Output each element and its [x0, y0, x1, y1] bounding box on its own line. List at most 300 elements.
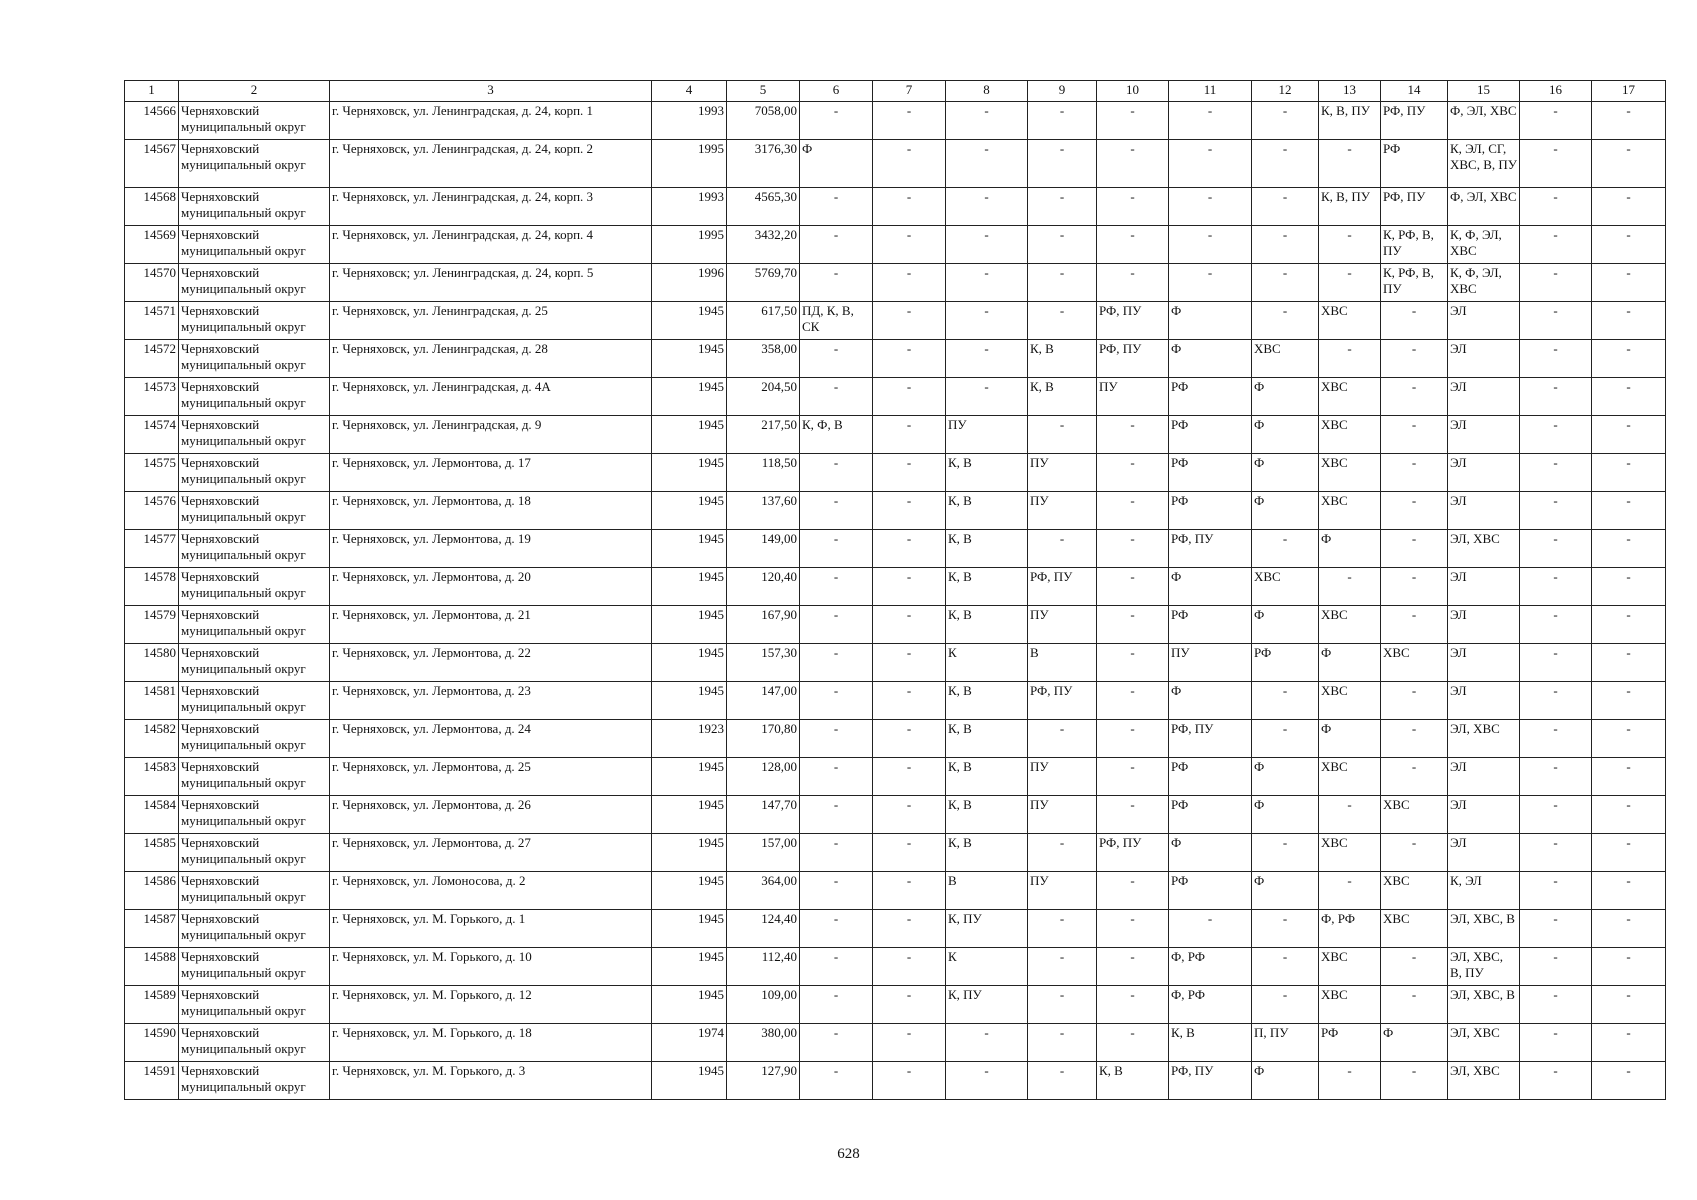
table-cell-col-6: К, Ф, В	[800, 416, 873, 454]
table-cell-col-2: Черняховский муниципальный округ	[179, 302, 330, 340]
table-cell-col-15: ЭЛ	[1448, 568, 1520, 606]
table-cell-col-7: -	[873, 682, 946, 720]
table-cell-col-13: Ф	[1319, 644, 1381, 682]
table-cell-col-15: ЭЛ	[1448, 340, 1520, 378]
table-cell-col-3: г. Черняховск, ул. Ленинградская, д. 24, корп. 1	[330, 102, 652, 140]
table-cell-col-11: -	[1169, 910, 1252, 948]
table-cell-col-11: Ф, РФ	[1169, 986, 1252, 1024]
table-cell-col-13: РФ	[1319, 1024, 1381, 1062]
table-cell-col-3: г. Черняховск, ул. Ломоносова, д. 2	[330, 872, 652, 910]
table-cell-col-17: -	[1592, 986, 1666, 1024]
table-cell-col-4: 1945	[652, 378, 727, 416]
table-cell-col-15: ЭЛ, ХВС, В, ПУ	[1448, 948, 1520, 986]
table-cell-col-17: -	[1592, 568, 1666, 606]
table-cell-col-3: г. Черняховск, ул. Ленинградская, д. 4А	[330, 378, 652, 416]
table-row	[125, 102, 1666, 140]
table-cell-col-11: Ф	[1169, 568, 1252, 606]
table-cell-col-14: К, РФ, В, ПУ	[1381, 226, 1448, 264]
table-cell-col-2: Черняховский муниципальный округ	[179, 910, 330, 948]
table-cell-col-12: Ф	[1252, 492, 1319, 530]
table-cell-col-13: ХВС	[1319, 682, 1381, 720]
table-cell-col-10: -	[1097, 140, 1169, 188]
table-row	[125, 140, 1666, 188]
table-cell-col-13: ХВС	[1319, 606, 1381, 644]
table-cell-col-8: -	[946, 1062, 1028, 1100]
table-cell-col-1: 14577	[125, 530, 179, 568]
table-cell-col-8: К, В	[946, 454, 1028, 492]
table-cell-col-2: Черняховский муниципальный округ	[179, 606, 330, 644]
table-cell-col-3: г. Черняховск, ул. М. Горького, д. 10	[330, 948, 652, 986]
table-cell-col-11: -	[1169, 102, 1252, 140]
table-cell-col-11: Ф	[1169, 302, 1252, 340]
table-row	[125, 530, 1666, 568]
table-cell-col-1: 14583	[125, 758, 179, 796]
table-cell-col-7: -	[873, 872, 946, 910]
table-cell-col-3: г. Черняховск, ул. Лермонтова, д. 25	[330, 758, 652, 796]
table-cell-col-10: -	[1097, 188, 1169, 226]
table-cell-col-16: -	[1520, 226, 1592, 264]
table-cell-col-12: Ф	[1252, 1062, 1319, 1100]
table-cell-col-17: -	[1592, 102, 1666, 140]
table-cell-col-10: РФ, ПУ	[1097, 302, 1169, 340]
table-cell-col-4: 1945	[652, 530, 727, 568]
table-cell-col-10: -	[1097, 986, 1169, 1024]
table-cell-col-8: -	[946, 340, 1028, 378]
table-row	[125, 986, 1666, 1024]
table-cell-col-7: -	[873, 188, 946, 226]
table-cell-col-4: 1945	[652, 492, 727, 530]
table-cell-col-3: г. Черняховск, ул. М. Горького, д. 12	[330, 986, 652, 1024]
table-cell-col-9: ПУ	[1028, 758, 1097, 796]
table-cell-col-7: -	[873, 796, 946, 834]
table-cell-col-12: Ф	[1252, 454, 1319, 492]
column-header-4: 4	[652, 81, 727, 102]
column-header-3: 3	[330, 81, 652, 102]
table-cell-col-14: РФ, ПУ	[1381, 188, 1448, 226]
table-cell-col-14: -	[1381, 720, 1448, 758]
table-cell-col-9: -	[1028, 188, 1097, 226]
table-cell-col-16: -	[1520, 796, 1592, 834]
table-cell-col-7: -	[873, 140, 946, 188]
table-cell-col-6: Ф	[800, 140, 873, 188]
table-cell-col-3: г. Черняховск, ул. Ленинградская, д. 28	[330, 340, 652, 378]
table-cell-col-4: 1945	[652, 834, 727, 872]
table-cell-col-6: -	[800, 606, 873, 644]
table-cell-col-1: 14574	[125, 416, 179, 454]
table-cell-col-12: -	[1252, 226, 1319, 264]
table-cell-col-16: -	[1520, 140, 1592, 188]
table-cell-col-1: 14590	[125, 1024, 179, 1062]
table-cell-col-1: 14585	[125, 834, 179, 872]
table-cell-col-15: ЭЛ	[1448, 454, 1520, 492]
table-row	[125, 416, 1666, 454]
table-cell-col-8: К	[946, 644, 1028, 682]
table-cell-col-17: -	[1592, 758, 1666, 796]
table-cell-col-8: К, В	[946, 796, 1028, 834]
table-cell-col-4: 1945	[652, 796, 727, 834]
table-cell-col-13: -	[1319, 872, 1381, 910]
table-cell-col-14: -	[1381, 454, 1448, 492]
table-cell-col-13: -	[1319, 140, 1381, 188]
table-cell-col-10: РФ, ПУ	[1097, 340, 1169, 378]
table-cell-col-3: г. Черняховск, ул. Ленинградская, д. 9	[330, 416, 652, 454]
table-cell-col-8: К, ПУ	[946, 986, 1028, 1024]
table-cell-col-3: г. Черняховск, ул. Ленинградская, д. 24, корп. 3	[330, 188, 652, 226]
table-cell-col-17: -	[1592, 454, 1666, 492]
table-cell-col-9: -	[1028, 834, 1097, 872]
table-cell-col-3: г. Черняховск, ул. М. Горького, д. 18	[330, 1024, 652, 1062]
table-cell-col-9: -	[1028, 140, 1097, 188]
table-cell-col-6: -	[800, 568, 873, 606]
table-cell-col-7: -	[873, 834, 946, 872]
table-cell-col-17: -	[1592, 378, 1666, 416]
table-row	[125, 796, 1666, 834]
table-cell-col-16: -	[1520, 644, 1592, 682]
table-cell-col-3: г. Черняховск, ул. Лермонтова, д. 22	[330, 644, 652, 682]
table-cell-col-1: 14573	[125, 378, 179, 416]
table-cell-col-13: Ф, РФ	[1319, 910, 1381, 948]
table-cell-col-9: -	[1028, 226, 1097, 264]
table-cell-col-8: К, В	[946, 492, 1028, 530]
table-cell-col-14: -	[1381, 986, 1448, 1024]
table-cell-col-2: Черняховский муниципальный округ	[179, 1062, 330, 1100]
table-cell-col-9: ПУ	[1028, 606, 1097, 644]
table-cell-col-10: -	[1097, 416, 1169, 454]
table-cell-col-17: -	[1592, 226, 1666, 264]
table-cell-col-11: -	[1169, 140, 1252, 188]
table-cell-col-14: -	[1381, 1062, 1448, 1100]
table-cell-col-6: -	[800, 948, 873, 986]
table-cell-col-16: -	[1520, 264, 1592, 302]
table-cell-col-14: К, РФ, В, ПУ	[1381, 264, 1448, 302]
table-cell-col-16: -	[1520, 872, 1592, 910]
table-cell-col-14: -	[1381, 568, 1448, 606]
table-cell-col-7: -	[873, 1062, 946, 1100]
table-cell-col-9: -	[1028, 986, 1097, 1024]
table-row	[125, 948, 1666, 986]
table-cell-col-8: К, В	[946, 758, 1028, 796]
table-cell-col-7: -	[873, 530, 946, 568]
table-cell-col-10: -	[1097, 910, 1169, 948]
table-cell-col-9: -	[1028, 102, 1097, 140]
table-cell-col-6: -	[800, 910, 873, 948]
table-cell-col-10: -	[1097, 1024, 1169, 1062]
table-cell-col-4: 1945	[652, 644, 727, 682]
table-cell-col-12: -	[1252, 834, 1319, 872]
table-cell-col-1: 14587	[125, 910, 179, 948]
table-cell-col-1: 14584	[125, 796, 179, 834]
column-header-7: 7	[873, 81, 946, 102]
table-cell-col-11: ПУ	[1169, 644, 1252, 682]
table-cell-col-9: ПУ	[1028, 796, 1097, 834]
table-cell-col-10: -	[1097, 530, 1169, 568]
table-cell-col-8: -	[946, 226, 1028, 264]
table-cell-col-3: г. Черняховск, ул. Лермонтова, д. 20	[330, 568, 652, 606]
table-cell-col-5: 380,00	[727, 1024, 800, 1062]
table-cell-col-2: Черняховский муниципальный округ	[179, 644, 330, 682]
table-cell-col-6: -	[800, 720, 873, 758]
table-cell-col-1: 14586	[125, 872, 179, 910]
table-cell-col-12: -	[1252, 530, 1319, 568]
table-cell-col-11: -	[1169, 264, 1252, 302]
table-cell-col-15: ЭЛ	[1448, 416, 1520, 454]
table-cell-col-8: К, В	[946, 606, 1028, 644]
column-header-8: 8	[946, 81, 1028, 102]
table-cell-col-2: Черняховский муниципальный округ	[179, 568, 330, 606]
table-cell-col-8: -	[946, 140, 1028, 188]
column-header-14: 14	[1381, 81, 1448, 102]
table-cell-col-12: Ф	[1252, 606, 1319, 644]
table-row	[125, 188, 1666, 226]
table-cell-col-5: 3432,20	[727, 226, 800, 264]
table-cell-col-9: -	[1028, 302, 1097, 340]
table-cell-col-15: ЭЛ	[1448, 302, 1520, 340]
column-header-5: 5	[727, 81, 800, 102]
table-cell-col-17: -	[1592, 872, 1666, 910]
table-cell-col-4: 1995	[652, 140, 727, 188]
table-cell-col-15: ЭЛ, ХВС	[1448, 1062, 1520, 1100]
table-cell-col-9: ПУ	[1028, 492, 1097, 530]
column-header-2: 2	[179, 81, 330, 102]
table-cell-col-11: -	[1169, 188, 1252, 226]
table-cell-col-7: -	[873, 986, 946, 1024]
table-cell-col-11: Ф	[1169, 682, 1252, 720]
table-cell-col-4: 1945	[652, 948, 727, 986]
table-cell-col-17: -	[1592, 188, 1666, 226]
table-cell-col-9: -	[1028, 1062, 1097, 1100]
table-cell-col-5: 127,90	[727, 1062, 800, 1100]
table-cell-col-1: 14572	[125, 340, 179, 378]
table-cell-col-7: -	[873, 606, 946, 644]
table-cell-col-13: ХВС	[1319, 492, 1381, 530]
table-cell-col-5: 217,50	[727, 416, 800, 454]
table-cell-col-3: г. Черняховск, ул. Ленинградская, д. 24, корп. 2	[330, 140, 652, 188]
table-cell-col-3: г. Черняховск, ул. Лермонтова, д. 27	[330, 834, 652, 872]
table-cell-col-17: -	[1592, 720, 1666, 758]
table-cell-col-1: 14571	[125, 302, 179, 340]
table-cell-col-11: РФ, ПУ	[1169, 530, 1252, 568]
table-cell-col-11: РФ, ПУ	[1169, 720, 1252, 758]
table-cell-col-10: -	[1097, 492, 1169, 530]
table-cell-col-10: РФ, ПУ	[1097, 834, 1169, 872]
table-cell-col-15: ЭЛ	[1448, 758, 1520, 796]
table-cell-col-12: Ф	[1252, 758, 1319, 796]
table-cell-col-13: К, В, ПУ	[1319, 102, 1381, 140]
table-cell-col-16: -	[1520, 378, 1592, 416]
table-cell-col-7: -	[873, 302, 946, 340]
table-cell-col-2: Черняховский муниципальный округ	[179, 226, 330, 264]
table-cell-col-9: -	[1028, 264, 1097, 302]
table-cell-col-2: Черняховский муниципальный округ	[179, 758, 330, 796]
table-cell-col-3: г. Черняховск, ул. Ленинградская, д. 25	[330, 302, 652, 340]
table-cell-col-2: Черняховский муниципальный округ	[179, 188, 330, 226]
table-cell-col-7: -	[873, 720, 946, 758]
table-cell-col-8: -	[946, 302, 1028, 340]
table-cell-col-1: 14581	[125, 682, 179, 720]
table-row	[125, 644, 1666, 682]
table-cell-col-14: ХВС	[1381, 872, 1448, 910]
table-cell-col-13: ХВС	[1319, 758, 1381, 796]
table-cell-col-15: Ф, ЭЛ, ХВС	[1448, 188, 1520, 226]
table-cell-col-14: -	[1381, 530, 1448, 568]
column-header-1: 1	[125, 81, 179, 102]
table-cell-col-2: Черняховский муниципальный округ	[179, 102, 330, 140]
table-cell-col-16: -	[1520, 986, 1592, 1024]
table-row	[125, 606, 1666, 644]
table-cell-col-11: РФ	[1169, 378, 1252, 416]
table-cell-col-4: 1945	[652, 416, 727, 454]
table-cell-col-13: Ф	[1319, 530, 1381, 568]
table-cell-col-2: Черняховский муниципальный округ	[179, 720, 330, 758]
table-cell-col-15: К, Ф, ЭЛ, ХВС	[1448, 264, 1520, 302]
table-cell-col-9: РФ, ПУ	[1028, 682, 1097, 720]
table-cell-col-5: 204,50	[727, 378, 800, 416]
table-cell-col-17: -	[1592, 530, 1666, 568]
table-cell-col-7: -	[873, 264, 946, 302]
table-cell-col-11: РФ	[1169, 606, 1252, 644]
table-cell-col-5: 109,00	[727, 986, 800, 1024]
table-cell-col-6: -	[800, 340, 873, 378]
table-cell-col-13: ХВС	[1319, 302, 1381, 340]
table-cell-col-12: П, ПУ	[1252, 1024, 1319, 1062]
table-cell-col-6: -	[800, 682, 873, 720]
table-cell-col-15: ЭЛ, ХВС	[1448, 1024, 1520, 1062]
table-cell-col-12: Ф	[1252, 872, 1319, 910]
table-cell-col-12: -	[1252, 140, 1319, 188]
table-cell-col-12: Ф	[1252, 416, 1319, 454]
table-cell-col-10: -	[1097, 796, 1169, 834]
table-cell-col-4: 1945	[652, 454, 727, 492]
table-cell-col-9: ПУ	[1028, 454, 1097, 492]
table-cell-col-15: ЭЛ, ХВС	[1448, 720, 1520, 758]
table-cell-col-16: -	[1520, 102, 1592, 140]
table-cell-col-16: -	[1520, 1062, 1592, 1100]
table-cell-col-13: ХВС	[1319, 454, 1381, 492]
table-cell-col-5: 118,50	[727, 454, 800, 492]
table-cell-col-14: -	[1381, 302, 1448, 340]
table-cell-col-12: Ф	[1252, 796, 1319, 834]
table-cell-col-9: ПУ	[1028, 872, 1097, 910]
table-cell-col-6: -	[800, 796, 873, 834]
table-cell-col-14: -	[1381, 492, 1448, 530]
table-cell-col-4: 1993	[652, 102, 727, 140]
table-cell-col-9: К, В	[1028, 340, 1097, 378]
table-cell-col-5: 157,30	[727, 644, 800, 682]
table-cell-col-1: 14580	[125, 644, 179, 682]
table-cell-col-10: К, В	[1097, 1062, 1169, 1100]
column-header-11: 11	[1169, 81, 1252, 102]
table-cell-col-9: РФ, ПУ	[1028, 568, 1097, 606]
table-cell-col-15: Ф, ЭЛ, ХВС	[1448, 102, 1520, 140]
table-cell-col-13: -	[1319, 264, 1381, 302]
table-cell-col-10: -	[1097, 758, 1169, 796]
column-header-17: 17	[1592, 81, 1666, 102]
table-cell-col-2: Черняховский муниципальный округ	[179, 454, 330, 492]
table-cell-col-15: ЭЛ, ХВС	[1448, 530, 1520, 568]
table-cell-col-8: К, В	[946, 568, 1028, 606]
column-header-16: 16	[1520, 81, 1592, 102]
table-cell-col-14: -	[1381, 416, 1448, 454]
table-cell-col-12: -	[1252, 264, 1319, 302]
table-cell-col-15: К, Ф, ЭЛ, ХВС	[1448, 226, 1520, 264]
table-cell-col-5: 167,90	[727, 606, 800, 644]
table-cell-col-14: РФ, ПУ	[1381, 102, 1448, 140]
table-cell-col-2: Черняховский муниципальный округ	[179, 416, 330, 454]
table-cell-col-1: 14588	[125, 948, 179, 986]
table-cell-col-8: К, В	[946, 682, 1028, 720]
header-row	[125, 81, 1666, 102]
table-cell-col-2: Черняховский муниципальный округ	[179, 948, 330, 986]
table-cell-col-1: 14566	[125, 102, 179, 140]
table-row	[125, 302, 1666, 340]
table-cell-col-5: 358,00	[727, 340, 800, 378]
table-cell-col-9: -	[1028, 416, 1097, 454]
table-cell-col-13: -	[1319, 568, 1381, 606]
table-cell-col-16: -	[1520, 530, 1592, 568]
table-row	[125, 568, 1666, 606]
table-cell-col-8: К, ПУ	[946, 910, 1028, 948]
table-cell-col-13: -	[1319, 226, 1381, 264]
table-cell-col-14: -	[1381, 758, 1448, 796]
table-cell-col-4: 1945	[652, 302, 727, 340]
table-cell-col-17: -	[1592, 796, 1666, 834]
table-cell-col-16: -	[1520, 302, 1592, 340]
table-cell-col-11: РФ	[1169, 416, 1252, 454]
table-cell-col-17: -	[1592, 302, 1666, 340]
table-cell-col-7: -	[873, 454, 946, 492]
table-cell-col-11: РФ	[1169, 872, 1252, 910]
table-row	[125, 758, 1666, 796]
table-cell-col-7: -	[873, 1024, 946, 1062]
table-cell-col-16: -	[1520, 606, 1592, 644]
table-cell-col-12: -	[1252, 720, 1319, 758]
table-cell-col-17: -	[1592, 492, 1666, 530]
table-cell-col-3: г. Черняховск, ул. М. Горького, д. 1	[330, 910, 652, 948]
table-cell-col-10: -	[1097, 948, 1169, 986]
table-cell-col-10: -	[1097, 264, 1169, 302]
table-cell-col-13: ХВС	[1319, 948, 1381, 986]
table-cell-col-1: 14569	[125, 226, 179, 264]
table-cell-col-12: ХВС	[1252, 568, 1319, 606]
table-cell-col-5: 170,80	[727, 720, 800, 758]
table-cell-col-11: -	[1169, 226, 1252, 264]
table-cell-col-5: 128,00	[727, 758, 800, 796]
table-cell-col-6: -	[800, 102, 873, 140]
table-cell-col-15: ЭЛ	[1448, 682, 1520, 720]
table-cell-col-9: -	[1028, 530, 1097, 568]
table-cell-col-17: -	[1592, 264, 1666, 302]
table-cell-col-16: -	[1520, 948, 1592, 986]
table-cell-col-15: К, ЭЛ, СГ, ХВС, В, ПУ	[1448, 140, 1520, 188]
table-row	[125, 378, 1666, 416]
table-cell-col-7: -	[873, 378, 946, 416]
table-cell-col-6: -	[800, 986, 873, 1024]
table-cell-col-2: Черняховский муниципальный округ	[179, 1024, 330, 1062]
table-cell-col-12: -	[1252, 682, 1319, 720]
table-cell-col-5: 124,40	[727, 910, 800, 948]
table-cell-col-6: -	[800, 1024, 873, 1062]
table-cell-col-5: 147,70	[727, 796, 800, 834]
table-row	[125, 1062, 1666, 1100]
table-cell-col-14: ХВС	[1381, 910, 1448, 948]
table-cell-col-4: 1945	[652, 986, 727, 1024]
table-cell-col-13: ХВС	[1319, 378, 1381, 416]
table-cell-col-8: -	[946, 1024, 1028, 1062]
table-cell-col-17: -	[1592, 644, 1666, 682]
table-cell-col-17: -	[1592, 682, 1666, 720]
table-cell-col-10: -	[1097, 568, 1169, 606]
table-cell-col-12: -	[1252, 188, 1319, 226]
